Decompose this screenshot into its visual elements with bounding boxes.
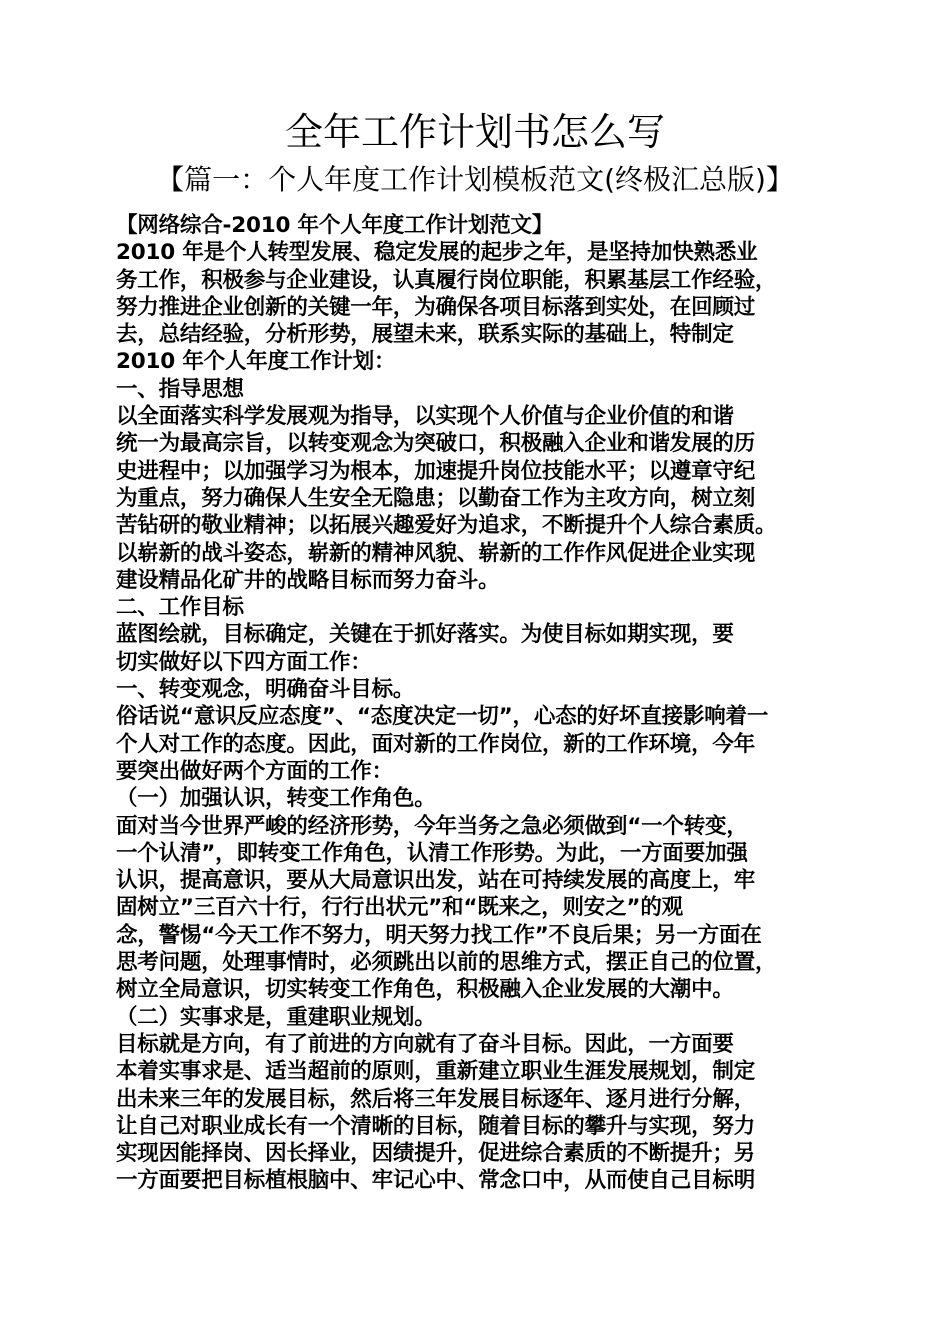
body-line: 为重点，努力确保人生安全无隐患；以勤奋工作为主攻方向，树立刻 [116, 485, 756, 511]
body-line: 思考问题，处理事情时，必须跳出以前的思维方式，摆正自己的位置， [116, 950, 777, 976]
body-line: 本着实事求是、适当超前的原则，重新建立职业生涯发展规划，制定 [116, 1059, 756, 1085]
body-line: 念，警惕“今天工作不努力，明天努力找工作”不良后果；另一方面在 [116, 922, 762, 948]
body-line: 出未来三年的发展目标，然后将三年发展目标逐年、逐月进行分解， [116, 1086, 756, 1112]
body-line: 一、转变观念，明确奋斗目标。 [116, 677, 415, 703]
body-line: 面对当今世界严峻的经济形势，今年当务之急必须做到“一个转变， [116, 813, 748, 839]
body-line: 认识，提高意识，要从大局意识出发，站在可持续发展的高度上，牢 [116, 868, 756, 894]
body-line: 树立全局意识，切实转变工作角色，积极融入企业发展的大潮中。 [116, 977, 734, 1003]
body-line: 建设精品化矿井的战略目标而努力奋斗。 [116, 567, 500, 593]
body-line: 切实做好以下四方面工作： [116, 649, 372, 675]
body-line: 蓝图绘就，目标确定，关键在于抓好落实。为使目标如期实现，要 [116, 622, 734, 648]
body-line: 2010 年是个人转型发展、稳定发展的起步之年，是坚持加快熟悉业 [116, 240, 758, 266]
body-line: 俗话说“意识反应态度”、“态度决定一切”，心态的好坏直接影响着一 [116, 704, 769, 730]
body-line: 个人对工作的态度。因此，面对新的工作岗位，新的工作环境，今年 [116, 731, 756, 757]
body-line: 实现因能择岗、因长择业，因绩提升，促进综合素质的不断提升；另 [116, 1141, 756, 1167]
body-line: 史进程中；以加强学习为根本，加速提升岗位技能水平；以遵章守纪 [116, 458, 756, 484]
body-line: （一）加强认识，转变工作角色。 [116, 786, 436, 812]
body-line: 【网络综合-2010 年个人年度工作计划范文】 [116, 213, 554, 238]
body-line: 让自己对职业成长有一个清晰的目标，随着目标的攀升与实现，努力 [116, 1113, 756, 1139]
body-line: 以崭新的战斗姿态，崭新的精神风貌、崭新的工作作风促进企业实现 [116, 540, 756, 566]
body-line: 目标就是方向，有了前进的方向就有了奋斗目标。因此，一方面要 [116, 1031, 734, 1057]
document-subtitle: 【篇一：个人年度工作计划模板范文(终极汇总版)】 [156, 163, 794, 196]
body-line: 苦钻研的敬业精神；以拓展兴趣爱好为追求，不断提升个人综合素质。 [116, 513, 777, 539]
body-line: 一、指导思想 [116, 376, 244, 402]
body-line: 二、工作目标 [116, 595, 244, 621]
body-line: 一方面要把目标植根脑中、牢记心中、常念口中，从而使自己目标明 [116, 1168, 756, 1194]
body-line: （二）实事求是，重建职业规划。 [116, 1004, 436, 1030]
body-line: 努力推进企业创新的关键一年，为确保各项目标落到实处，在回顾过 [116, 294, 756, 320]
body-line: 去，总结经验，分析形势，展望未来，联系实际的基础上，特制定 [116, 322, 734, 348]
body-line: 一个认清”，即转变工作角色，认清工作形势。为此，一方面要加强 [116, 840, 748, 866]
body-line: 2010 年个人年度工作计划： [116, 349, 396, 375]
body-line: 务工作，积极参与企业建设，认真履行岗位职能，积累基层工作经验， [116, 267, 777, 293]
body-line: 固树立”三百六十行，行行出状元”和“既来之，则安之”的观 [116, 895, 683, 921]
document-title: 全年工作计划书怎么写 [284, 110, 665, 154]
body-line: 统一为最高宗旨，以转变观念为突破口，积极融入企业和谐发展的历 [116, 431, 756, 457]
body-line: 要突出做好两个方面的工作： [116, 758, 393, 784]
body-line: 以全面落实科学发展观为指导，以实现个人价值与企业价值的和谐 [116, 404, 734, 430]
document-body [116, 212, 846, 1195]
